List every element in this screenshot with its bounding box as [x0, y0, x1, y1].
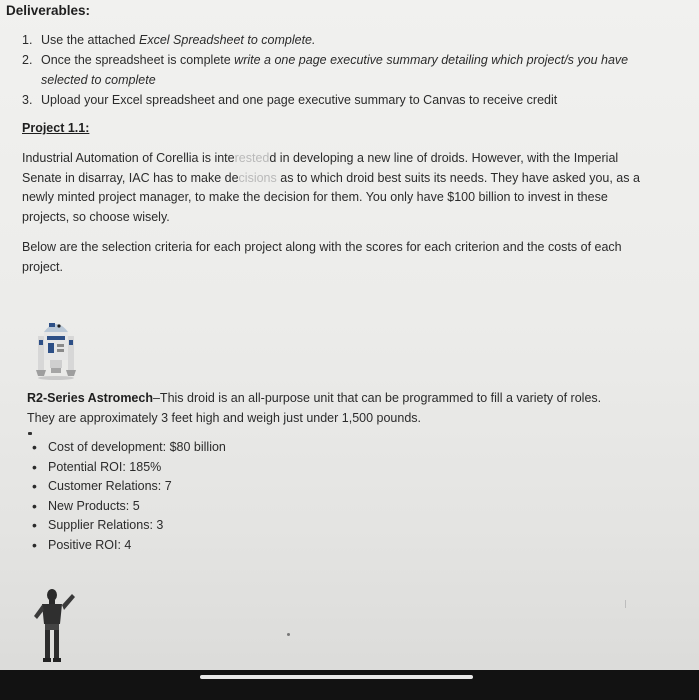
list-item: • Potential ROI: 185% — [30, 458, 226, 478]
project-title: Project 1.1: — [22, 121, 90, 135]
intro-text: Industrial Automation of Corellia is inte — [22, 151, 235, 165]
list-item: • Customer Relations: 7 — [30, 477, 226, 497]
deliverables-list — [22, 30, 641, 110]
stray-dot — [287, 633, 290, 636]
droid-description-text: –This droid is an all-purpose unit that can be programmed to fill a variety of roles. They are approximately 3 feet high and weigh just under 1,500 pounds. — [27, 391, 602, 425]
intro-text: as to which droid best suits its needs. They have asked you, as a newly minted project manager, to make the decision for them. You only have $100 billion to invest in these projects, so choose wisely. — [22, 170, 640, 224]
protocol-droid-image — [32, 586, 76, 666]
stray-tick — [625, 600, 626, 608]
droid-name: R2-Series Astromech — [27, 391, 153, 405]
intro-text: d in developing a new line of droids. However, with the Imperial Senate in disarray, IAC has to make de — [22, 151, 619, 185]
item-number: 1. — [22, 33, 33, 47]
page-heading: Deliverables: — [6, 3, 91, 18]
list-item: • New Products: 5 — [30, 497, 226, 517]
intro-faded-text: rested — [234, 151, 270, 165]
droid-description — [27, 389, 627, 428]
item-number: 3. — [22, 93, 33, 107]
home-indicator[interactable] — [200, 675, 473, 679]
item-italic-text: Excel Spreadsheet to complete. — [138, 33, 316, 47]
item-text: Once the spreadsheet is complete — [41, 53, 235, 67]
item-text: Use the attached — [41, 33, 139, 47]
criteria-paragraph: Below are the selection criteria for each project along with the scores for each criterion and the costs of each project. — [22, 240, 622, 274]
list-item — [22, 30, 641, 50]
item-text: Upload your Excel spreadsheet and one page executive summary to Canvas to receive credit — [41, 93, 558, 107]
list-item: • Cost of development: $80 billion — [30, 438, 226, 458]
item-number: 2. — [22, 53, 33, 67]
intro-paragraph — [22, 149, 652, 227]
list-item — [22, 90, 641, 110]
intro-faded-text: cisions — [238, 170, 277, 185]
item-italic-text: write a one page executive summary detailing which project/s you have selected to complete — [41, 53, 629, 87]
list-item: • Supplier Relations: 3 — [30, 516, 226, 536]
cursor-mark — [28, 432, 32, 435]
r2-droid-image — [36, 318, 76, 380]
list-item — [22, 50, 641, 90]
list-item: • Positive ROI: 4 — [30, 536, 226, 556]
droid-stats-list — [30, 438, 226, 555]
